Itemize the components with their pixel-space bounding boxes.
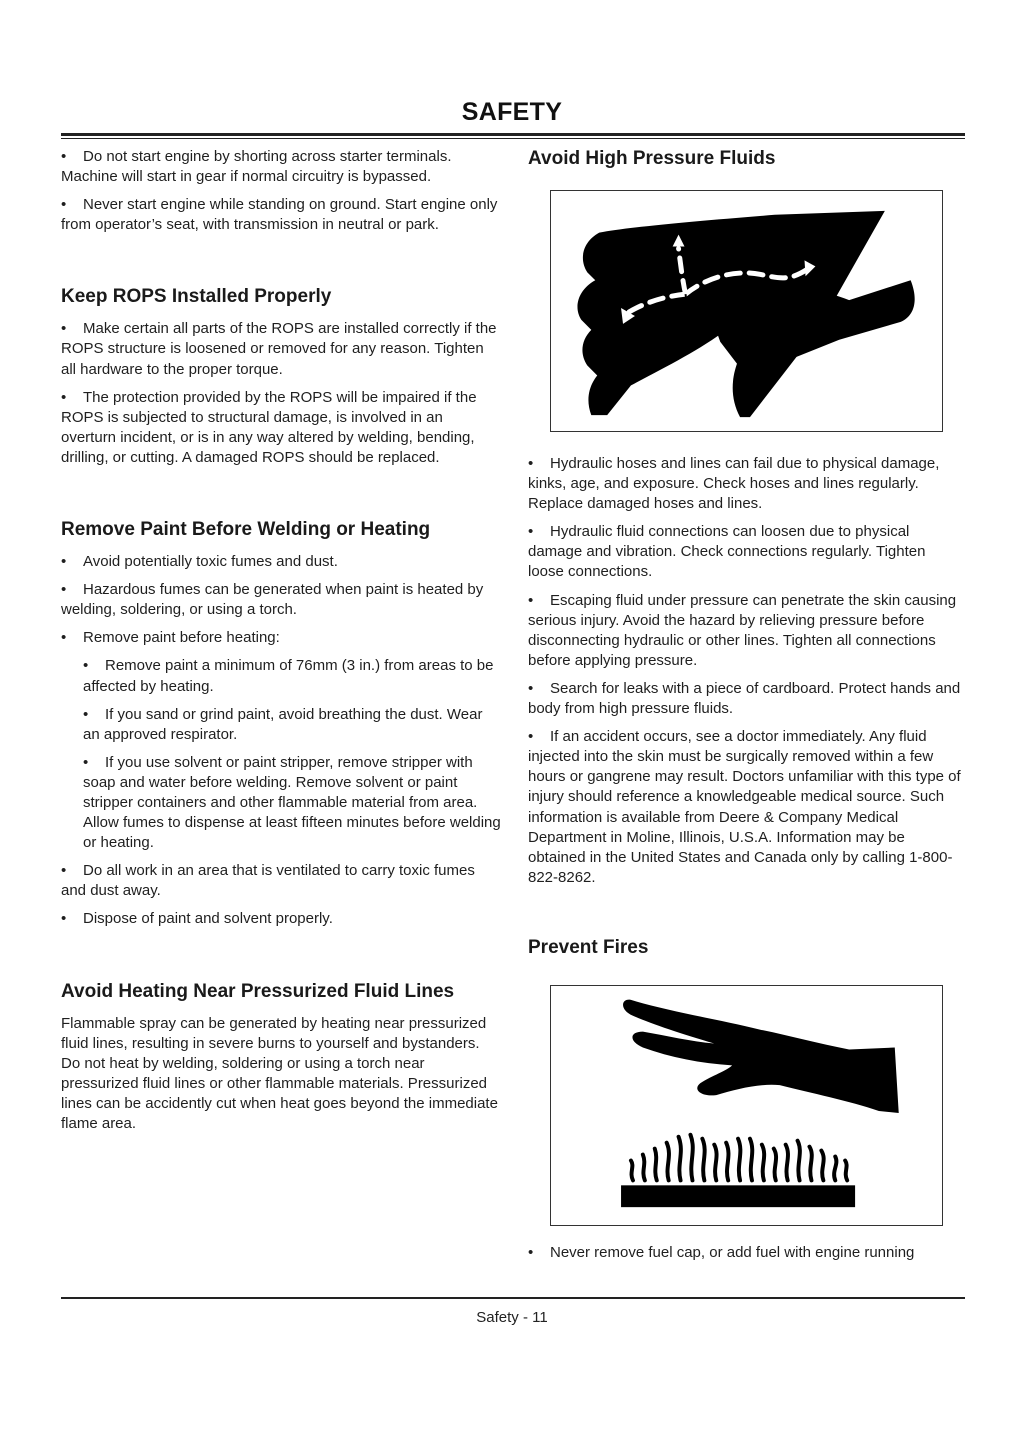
paint-subbullet-sand: • If you sand or grind paint, avoid breathing the dust. Wear an approved respirator. <box>83 705 501 745</box>
paint-bullet-hazardous: • Hazardous fumes can be generated when paint is heated by welding, soldering, or using a torch. <box>61 580 501 620</box>
paint-bullet-ventilated: • Do all work in an area that is ventilated to carry toxic fumes and dust away. <box>61 861 501 901</box>
fluids-bullet-hoses: • Hydraulic hoses and lines can fail due to physical damage, kinks, age, and exposure. Check hoses and lines regularly. Replace damaged hoses and lines. <box>528 454 965 514</box>
rops-heading: Keep ROPS Installed Properly <box>61 286 332 308</box>
heating-body: Flammable spray can be generated by heating near pressurized fluid lines, resulting in severe burns to yourself and bystanders. Do not heat by welding, soldering or using a torch near pressurized fluid lines or other flammable materials. Pressurized lines can be accidently cut when heat goes beyond the immediate flame area. <box>61 1014 498 1132</box>
high-pressure-fluid-hand-icon <box>550 190 943 432</box>
header-rule-thick <box>61 133 965 136</box>
paint-bullet-dispose: • Dispose of paint and solvent properly. <box>61 909 501 929</box>
header-rule-thin <box>61 138 965 139</box>
fluids-heading: Avoid High Pressure Fluids <box>528 148 776 169</box>
paint-bullet-fumes: • Avoid potentially toxic fumes and dust. <box>61 552 501 572</box>
fires-heading: Prevent Fires <box>528 936 649 958</box>
fluids-bullet-escaping: • Escaping fluid under pressure can penetrate the skin causing serious injury. Avoid the hazard by relieving pressure before disconnecting hydraulic or other lines. Tighten all connections before applying pressure. <box>528 591 965 671</box>
page-number: Safety - 11 <box>476 1309 548 1326</box>
fires-bullet-fuel-cap: • Never remove fuel cap, or add fuel with engine running <box>528 1243 965 1263</box>
left-column <box>61 147 501 1134</box>
paint-subbullet-distance: • Remove paint a minimum of 76mm (3 in.) from areas to be affected by heating. <box>83 656 501 696</box>
fluids-bullet-accident: • If an accident occurs, see a doctor immediately. Any fluid injected into the skin must be surgically removed within a few hours or gangrene may result. Doctors unfamiliar with this type of injury should reference a knowledgeable medical source. Such information is available from Deere & Company Medical Department in Moline, Illinois, U.S.A. Information may be obtained in the United States and Canada only by calling 1-800-822-8262. <box>528 727 965 888</box>
rops-bullet-install: • Make certain all parts of the ROPS are installed correctly if the ROPS structure is loosened or removed for any reason. Tighten all hardware to the proper torque. <box>61 319 501 379</box>
intro-bullet-starter: • Do not start engine by shorting across starter terminals. Machine will start in gear if normal circuitry is bypassed. <box>61 147 501 187</box>
fluids-bullet-leaks: • Search for leaks with a piece of cardboard. Protect hands and body from high pressure fluids. <box>528 679 965 719</box>
rops-bullet-protection: • The protection provided by the ROPS will be impaired if the ROPS is subjected to structural damage, is involved in an overturn incident, or is in any way altered by welding, bending, drilling, or cutting. A damaged ROPS should be replaced. <box>61 388 501 468</box>
page-title: SAFETY <box>461 98 563 126</box>
intro-bullet-standing: • Never start engine while standing on ground. Start engine only from operator’s seat, with transmission in neutral or park. <box>61 195 501 235</box>
paint-subbullet-solvent: • If you use solvent or paint stripper, remove stripper with soap and water before welding. Remove solvent or paint stripper containers and other flammable material from area. Allow fumes to dispense at least fifteen minutes before welding or heating. <box>83 753 501 853</box>
paint-heading: Remove Paint Before Welding or Heating <box>61 519 431 541</box>
heating-heading: Avoid Heating Near Pressurized Fluid Lines <box>61 980 455 1002</box>
hand-over-flame-icon <box>550 985 943 1226</box>
fluids-bullet-connections: • Hydraulic fluid connections can loosen due to physical damage and vibration. Check connections regularly. Tighten loose connections. <box>528 522 965 582</box>
footer-rule <box>61 1297 965 1299</box>
paint-bullet-remove: • Remove paint before heating: <box>61 628 501 648</box>
